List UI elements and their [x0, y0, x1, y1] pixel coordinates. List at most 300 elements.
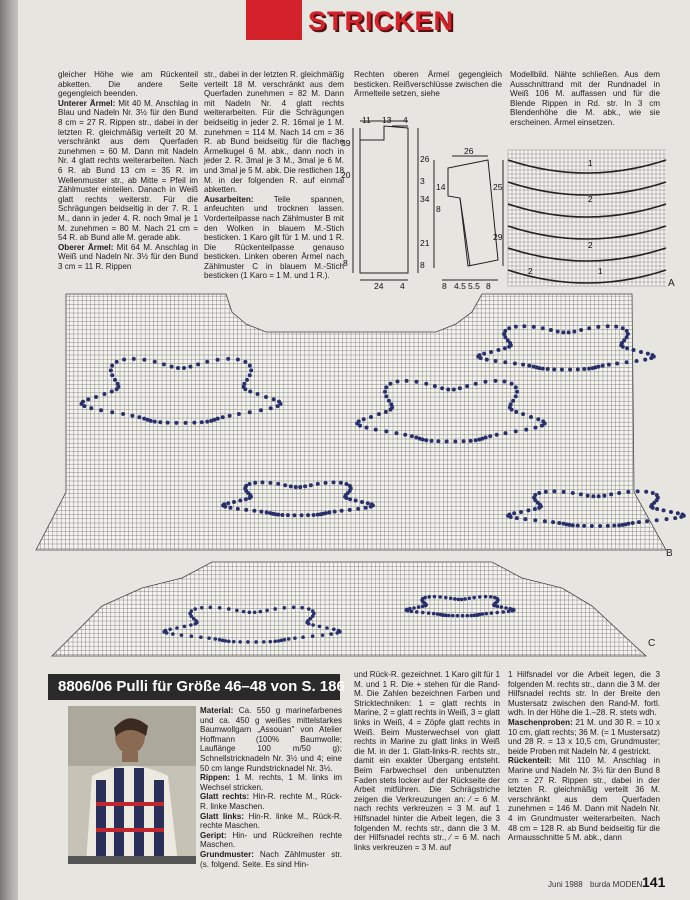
chart-b-label: B	[666, 548, 673, 559]
instructions-column-2	[508, 670, 660, 843]
stitch-dot	[451, 614, 455, 618]
schematic-label: 8	[343, 258, 348, 268]
stitch-dot	[679, 515, 683, 519]
stitch-dot	[248, 482, 252, 486]
stitch-dot	[560, 367, 564, 371]
stitch-dot	[415, 610, 419, 614]
stitch-dot	[121, 412, 125, 416]
stitch-dot	[511, 399, 515, 403]
stitch-dot	[244, 508, 248, 512]
stitch-dot	[216, 358, 220, 362]
stitch-dot	[526, 508, 530, 512]
stitch-dot	[421, 611, 425, 615]
stitch-dot	[248, 611, 252, 615]
stitch-dot	[465, 384, 469, 388]
paragraph-text: und Rück-R. gezeichnet. 1 Karo gilt für 1 M. und 1 R. Die + stehen für die Rand-M. Die Zahlen bezeichnen Farben und Stricktechniken: 1 = glatt rechts in Marine, 2 = glatt rechts in Weiß, 3 = glatt links in Weiß, 4 = Zöpfe glatt rechts in Weiß. Beim Musterwechsel von glatt rechts in Marine zu glatt links in Weiß die M. in der 1. Glatt-links-R. rechts str., damit ein exakter Übergang entsteht. Beim Farbwechsel den unbenutzten Faden stets locker auf der Rückseite der Arbeit mitführen. Die Schrägstriche zeigen die Verkreuzungen an: ⁄ = 6 M. nach rechts verkreuzen = 3 M. auf 1 Hilfsnadel hinter die Arbeit legen, die 3 folgenden M. rechts str., dann die 3 M. der Hilfsnadel rechts str., ⁄ = 6 M. nach links verkreuzen = 3 M. auf	[354, 670, 500, 852]
stitch-dot	[460, 598, 464, 602]
stitch-dot	[236, 507, 240, 511]
stitch-dot	[364, 506, 368, 510]
stitch-dot	[582, 367, 586, 371]
stitch-dot	[507, 610, 511, 614]
stitch-dot	[205, 420, 209, 424]
paragraph-text: 1 Hilfsnadel vor die Arbeit legen, die 3 folgenden M. rechts str., dann die 3 M. der Hilfsnadel rechts str. In der Breite den Mustersatz zwischen den Rand-M. fortl. wdh. In der Höhe die 1.–28. R. stets wdh.	[508, 670, 660, 718]
stitch-dot	[374, 428, 378, 432]
stitch-dot	[339, 481, 343, 485]
stitch-dot	[384, 394, 388, 398]
stitch-dot	[268, 511, 272, 515]
stitch-dot	[474, 382, 478, 386]
stitch-dot	[436, 612, 440, 616]
schematic-label: 5.5	[468, 281, 480, 291]
stitch-dot	[556, 329, 560, 333]
schematic-label: 8	[436, 204, 441, 214]
stitch-dot	[438, 595, 442, 599]
stitch-dot	[132, 357, 136, 361]
schematic-label: 39	[341, 138, 351, 148]
schematic-label: 4	[400, 281, 405, 291]
stitch-dot	[501, 610, 505, 614]
stitch-dot	[412, 606, 416, 610]
stitch-dot	[621, 345, 625, 349]
model-photo	[68, 706, 196, 864]
stitch-dot	[601, 364, 605, 368]
stitch-dot	[205, 360, 209, 364]
stitch-dot	[478, 353, 482, 357]
paragraph-text: Mit 64 M. Anschlag in Weiß und Nadeln Nr. 3½ für den Bund 3 cm = 11 R. Rippen	[58, 242, 198, 271]
schematic-label: 11	[362, 115, 371, 125]
stitch-dot	[182, 366, 186, 370]
stitch-dot	[609, 492, 613, 496]
stitch-dot	[228, 414, 232, 418]
schematic-label: 29	[493, 232, 503, 242]
stitch-dot	[429, 439, 433, 443]
stitch-dot	[189, 609, 193, 613]
stitch-dot	[153, 420, 157, 424]
stitch-dot	[645, 519, 649, 523]
stitch-dot	[216, 417, 220, 421]
stitch-dot	[268, 481, 272, 485]
stitch-dot	[597, 494, 601, 498]
stitch-dot	[527, 364, 531, 368]
stitch-dot	[190, 634, 194, 638]
stitch-dot	[245, 378, 249, 382]
stitch-dot	[254, 640, 258, 644]
stitch-dot	[626, 490, 630, 494]
stitch-dot	[259, 510, 263, 514]
paragraph	[200, 812, 342, 831]
chart-c-label: C	[648, 638, 656, 649]
stitch-dot	[232, 640, 236, 644]
header-red-block	[246, 0, 302, 40]
paragraph-text: Hin- und Rückreihen rechte Maschen.	[200, 830, 342, 850]
stitch-dot	[444, 596, 448, 600]
stitch-dot	[503, 329, 507, 333]
paragraph-heading: Maschenproben:	[508, 717, 573, 727]
stitch-dot	[237, 412, 241, 416]
paragraph-heading: Rückenteil:	[508, 756, 552, 766]
schematic-label: 8	[442, 281, 447, 291]
stitch-dot	[673, 516, 677, 520]
stitch-dot	[192, 421, 196, 425]
stitch-dot	[651, 506, 655, 510]
stitch-dot	[436, 439, 440, 443]
stitch-dot	[176, 366, 180, 370]
pattern-banner: 8806/06 Pulli für Größe 46–48 von S. 186	[48, 674, 340, 700]
stitch-dot	[321, 633, 325, 637]
stitch-dot	[508, 512, 512, 516]
stitch-dot	[301, 635, 305, 639]
stitch-dot	[544, 490, 548, 494]
stitch-dot	[533, 518, 537, 522]
stitch-dot	[606, 524, 610, 528]
stitch-dot	[417, 605, 421, 609]
stitch-dot	[469, 614, 473, 618]
footer-magazine: burda MODEN	[590, 880, 643, 889]
stitch-dot	[635, 359, 639, 363]
stitch-dot	[287, 637, 291, 641]
chart-a-number: 1	[588, 159, 593, 168]
stitch-dot	[227, 607, 231, 611]
stitch-dot	[306, 513, 310, 517]
stitch-dot	[617, 523, 621, 527]
stitch-dot	[294, 485, 298, 489]
stitch-dot	[243, 387, 247, 391]
stitch-dot	[115, 360, 119, 364]
stitch-dot	[465, 614, 469, 618]
stitch-dot	[228, 506, 232, 510]
wave-line	[508, 226, 666, 239]
stitch-dot	[248, 364, 252, 368]
stitch-dot	[109, 368, 113, 372]
stitch-dot	[286, 513, 290, 517]
stitch-dot	[621, 523, 625, 527]
stitch-dot	[602, 494, 606, 498]
schematic-label: 20	[341, 170, 351, 180]
stitch-dot	[636, 489, 640, 493]
stitch-dot	[469, 439, 473, 443]
stitch-dot	[403, 433, 407, 437]
stitch-dot	[586, 494, 590, 498]
stitch-dot	[222, 502, 226, 506]
stitch-dot	[549, 328, 553, 332]
stitch-dot	[348, 508, 352, 512]
wave-line	[508, 182, 666, 195]
stitch-dot	[533, 493, 537, 497]
stitch-dot	[576, 524, 580, 528]
stitch-dot	[269, 406, 273, 410]
stitch-dot	[311, 634, 315, 638]
stitch-dot	[462, 439, 466, 443]
stitch-dot	[232, 500, 236, 504]
stitch-dot	[625, 360, 629, 364]
stitch-dot	[293, 636, 297, 640]
stitch-dot	[316, 513, 320, 517]
paragraph-text: Modellbild. Nähte schließen. Aus dem Ausschnittrand mit der Rundnadel in Weiß 106 M. auffassen und für die Blende Rippen in Rd. str. In 3 cm Blendenhöhe die M. abk., wie sie erscheinen. Ärmel einsetzen.	[510, 70, 660, 127]
paragraph	[508, 756, 660, 842]
stitch-dot	[325, 626, 329, 630]
instructions-column	[354, 670, 500, 852]
stitch-dot	[166, 421, 170, 425]
stitch-dot	[360, 500, 364, 504]
stitch-dot	[99, 408, 103, 412]
stitch-dot	[533, 507, 537, 511]
stitch-dot	[621, 326, 625, 330]
stitch-dot	[567, 330, 571, 334]
schematic-label: 4.5	[454, 281, 466, 291]
stitch-dot	[651, 491, 655, 495]
schematic-label: 4	[403, 115, 408, 125]
stitch-dot	[196, 362, 200, 366]
stitch-dot	[86, 397, 90, 401]
stitch-dot	[289, 484, 293, 488]
stitch-dot	[500, 605, 504, 609]
stitch-dot	[423, 596, 427, 600]
stitch-dot	[649, 356, 653, 360]
stitch-dot	[283, 483, 287, 487]
stitch-dot	[307, 622, 311, 626]
stitch-dot	[110, 364, 114, 368]
chart-a-number: 1	[598, 267, 603, 276]
stitch-dot	[199, 635, 203, 639]
stitch-dot	[293, 513, 297, 517]
stitch-dot	[130, 414, 134, 418]
stitch-dot	[424, 438, 428, 442]
paragraph	[58, 243, 198, 272]
stitch-dot	[207, 636, 211, 640]
stitch-dot	[253, 481, 257, 485]
stitch-dot	[180, 633, 184, 637]
stitch-dot	[676, 511, 680, 515]
paragraph-heading: Unterer Ärmel:	[58, 98, 116, 108]
chart-a-grid	[508, 150, 666, 286]
stitch-dot	[264, 395, 268, 399]
stitch-dot	[300, 606, 304, 610]
schematic-label: 3	[420, 176, 425, 186]
stitch-dot	[162, 362, 166, 366]
stitch-dot	[456, 614, 460, 618]
stitch-dot	[249, 368, 253, 372]
stitch-dot	[81, 400, 85, 404]
stitch-dot	[503, 360, 507, 364]
paragraph	[200, 792, 342, 811]
stitch-dot	[449, 596, 453, 600]
chart-c-grid	[52, 558, 646, 660]
stitch-dot	[252, 509, 256, 513]
stitch-dot	[110, 410, 114, 414]
chart-b-grid	[36, 292, 666, 554]
stitch-dot	[142, 358, 146, 362]
stitch-dot	[174, 421, 178, 425]
stitch-dot	[433, 595, 437, 599]
stitch-dot	[598, 524, 602, 528]
stitch-dot	[253, 611, 257, 615]
stitch-dot	[389, 402, 393, 406]
stitch-dot	[218, 606, 222, 610]
stitch-dot	[242, 610, 246, 614]
stitch-dot	[532, 365, 536, 369]
stitch-dot	[260, 480, 264, 484]
stitch-dot	[238, 640, 242, 644]
stitch-dot	[579, 328, 583, 332]
stitch-dot	[356, 507, 360, 511]
stitch-dot	[655, 518, 659, 522]
stitch-dot	[238, 498, 242, 502]
stitch-dot	[490, 611, 494, 615]
stitch-dot	[643, 358, 647, 362]
chart-a-number: 2	[588, 195, 593, 204]
stitch-dot	[227, 640, 231, 644]
stitch-dot	[536, 417, 540, 421]
stitch-dot	[510, 408, 514, 412]
stitch-dot	[457, 598, 461, 602]
stitch-dot	[415, 380, 419, 384]
footer-date: Juni 1988	[548, 880, 583, 889]
chart-a-label: A	[668, 278, 675, 289]
stitch-dot	[522, 324, 526, 328]
stitch-dot	[496, 605, 500, 609]
stitch-dot	[189, 623, 193, 627]
stitch-dot	[461, 614, 465, 618]
stitch-dot	[452, 388, 456, 392]
stitch-dot	[514, 394, 518, 398]
stitch-dot	[256, 392, 260, 396]
stitch-dot	[511, 609, 515, 613]
stitch-dot	[283, 638, 287, 642]
stitch-dot	[576, 367, 580, 371]
chart-a-waves	[508, 160, 666, 283]
stitch-dot	[89, 406, 93, 410]
stitch-dot	[282, 606, 286, 610]
stitch-dot	[524, 428, 528, 432]
stitch-dot	[440, 386, 444, 390]
stitch-dot	[493, 359, 497, 363]
stitch-dot	[298, 485, 302, 489]
stitch-dot	[453, 439, 457, 443]
stitch-dot	[503, 380, 507, 384]
stitch-dot	[579, 492, 583, 496]
paragraph-text: Hin-R. rechte M., Rück-R. linke Maschen.	[200, 792, 342, 811]
stitch-dot	[532, 325, 536, 329]
stitch-dot	[591, 494, 595, 498]
stitch-dot	[571, 523, 575, 527]
stitch-dot	[617, 491, 621, 495]
stitch-dot	[606, 324, 610, 328]
stitch-dot	[248, 410, 252, 414]
stitch-dot	[369, 505, 373, 509]
stitch-dot	[519, 510, 523, 514]
schematic-label: 34	[420, 194, 430, 204]
paragraph	[200, 831, 342, 850]
stitch-dot	[458, 386, 462, 390]
stitch-dot	[515, 516, 519, 520]
stitch-dot	[236, 357, 240, 361]
stitch-dot	[384, 429, 388, 433]
stitch-dot	[276, 482, 280, 486]
stitch-dot	[523, 517, 527, 521]
stitch-dot	[474, 438, 478, 442]
schematic-label: 24	[374, 281, 384, 291]
stitch-dot	[632, 348, 636, 352]
stitch-dot	[175, 626, 179, 630]
stitch-dot	[164, 629, 168, 633]
stitch-dot	[102, 392, 106, 396]
stitch-dot	[646, 352, 650, 356]
stitch-dot	[276, 404, 280, 408]
stitch-dot	[485, 612, 489, 616]
stitch-dot	[541, 367, 545, 371]
stitch-dot	[383, 390, 387, 394]
stitch-dot	[489, 350, 493, 354]
stitch-dot	[209, 606, 213, 610]
stitch-dot	[432, 612, 436, 616]
stitch-dot	[142, 417, 146, 421]
stitch-dot	[335, 631, 339, 635]
stitch-dot	[571, 491, 575, 495]
stitch-dot	[365, 426, 369, 430]
stitch-dot	[557, 521, 561, 525]
paragraph	[354, 70, 502, 99]
stitch-dot	[514, 325, 518, 329]
chart-a-number: 2	[588, 241, 593, 250]
stitch-dot	[637, 520, 641, 524]
stitch-dot	[268, 640, 272, 644]
stitch-dot	[259, 610, 263, 614]
garment-schematic	[341, 115, 508, 291]
stitch-dot	[226, 501, 230, 505]
stitch-dot	[504, 606, 508, 610]
stitch-dot	[521, 412, 525, 416]
stitch-dot	[272, 397, 276, 401]
stitch-dot	[246, 640, 250, 644]
stitch-dot	[146, 418, 150, 422]
stitch-dot	[562, 522, 566, 526]
stitch-dot	[209, 419, 213, 423]
stitch-dot	[591, 366, 595, 370]
paragraph-heading: Glatt links:	[200, 811, 245, 821]
stitch-dot	[244, 484, 248, 488]
stitch-dot	[200, 606, 204, 610]
stitch-dot	[226, 357, 230, 361]
schematic-label: 21	[420, 238, 430, 248]
stitch-dot	[332, 627, 336, 631]
stitch-dot	[453, 597, 457, 601]
schematic-label: 13	[382, 115, 392, 125]
stitch-dot	[662, 508, 666, 512]
stitch-dot	[513, 362, 517, 366]
stitch-dot	[221, 415, 225, 419]
stitch-dot	[427, 611, 431, 615]
page-number: 141	[642, 874, 666, 890]
stitch-dot	[116, 382, 120, 386]
stitch-dot	[307, 607, 311, 611]
stitch-dot	[408, 607, 412, 611]
paragraph-heading: Oberer Ärmel:	[58, 242, 114, 252]
stitch-dot	[377, 412, 381, 416]
paragraph-text: Rechten oberen Ärmel gegengleich besticken. Reißverschlüsse zwischen die Ärmelteile setzen, siehe	[354, 70, 502, 99]
stitch-dot	[277, 639, 281, 643]
stitch-dot	[551, 520, 555, 524]
stitch-dot	[395, 431, 399, 435]
schematic-label: 26	[464, 146, 474, 156]
stitch-dot	[362, 417, 366, 421]
stitch-dot	[235, 609, 239, 613]
stitch-dot	[615, 362, 619, 366]
stitch-dot	[183, 625, 187, 629]
stitch-dot	[327, 510, 331, 514]
stitch-dot	[478, 595, 482, 599]
stitch-dot	[590, 524, 594, 528]
stitch-dot	[503, 431, 507, 435]
